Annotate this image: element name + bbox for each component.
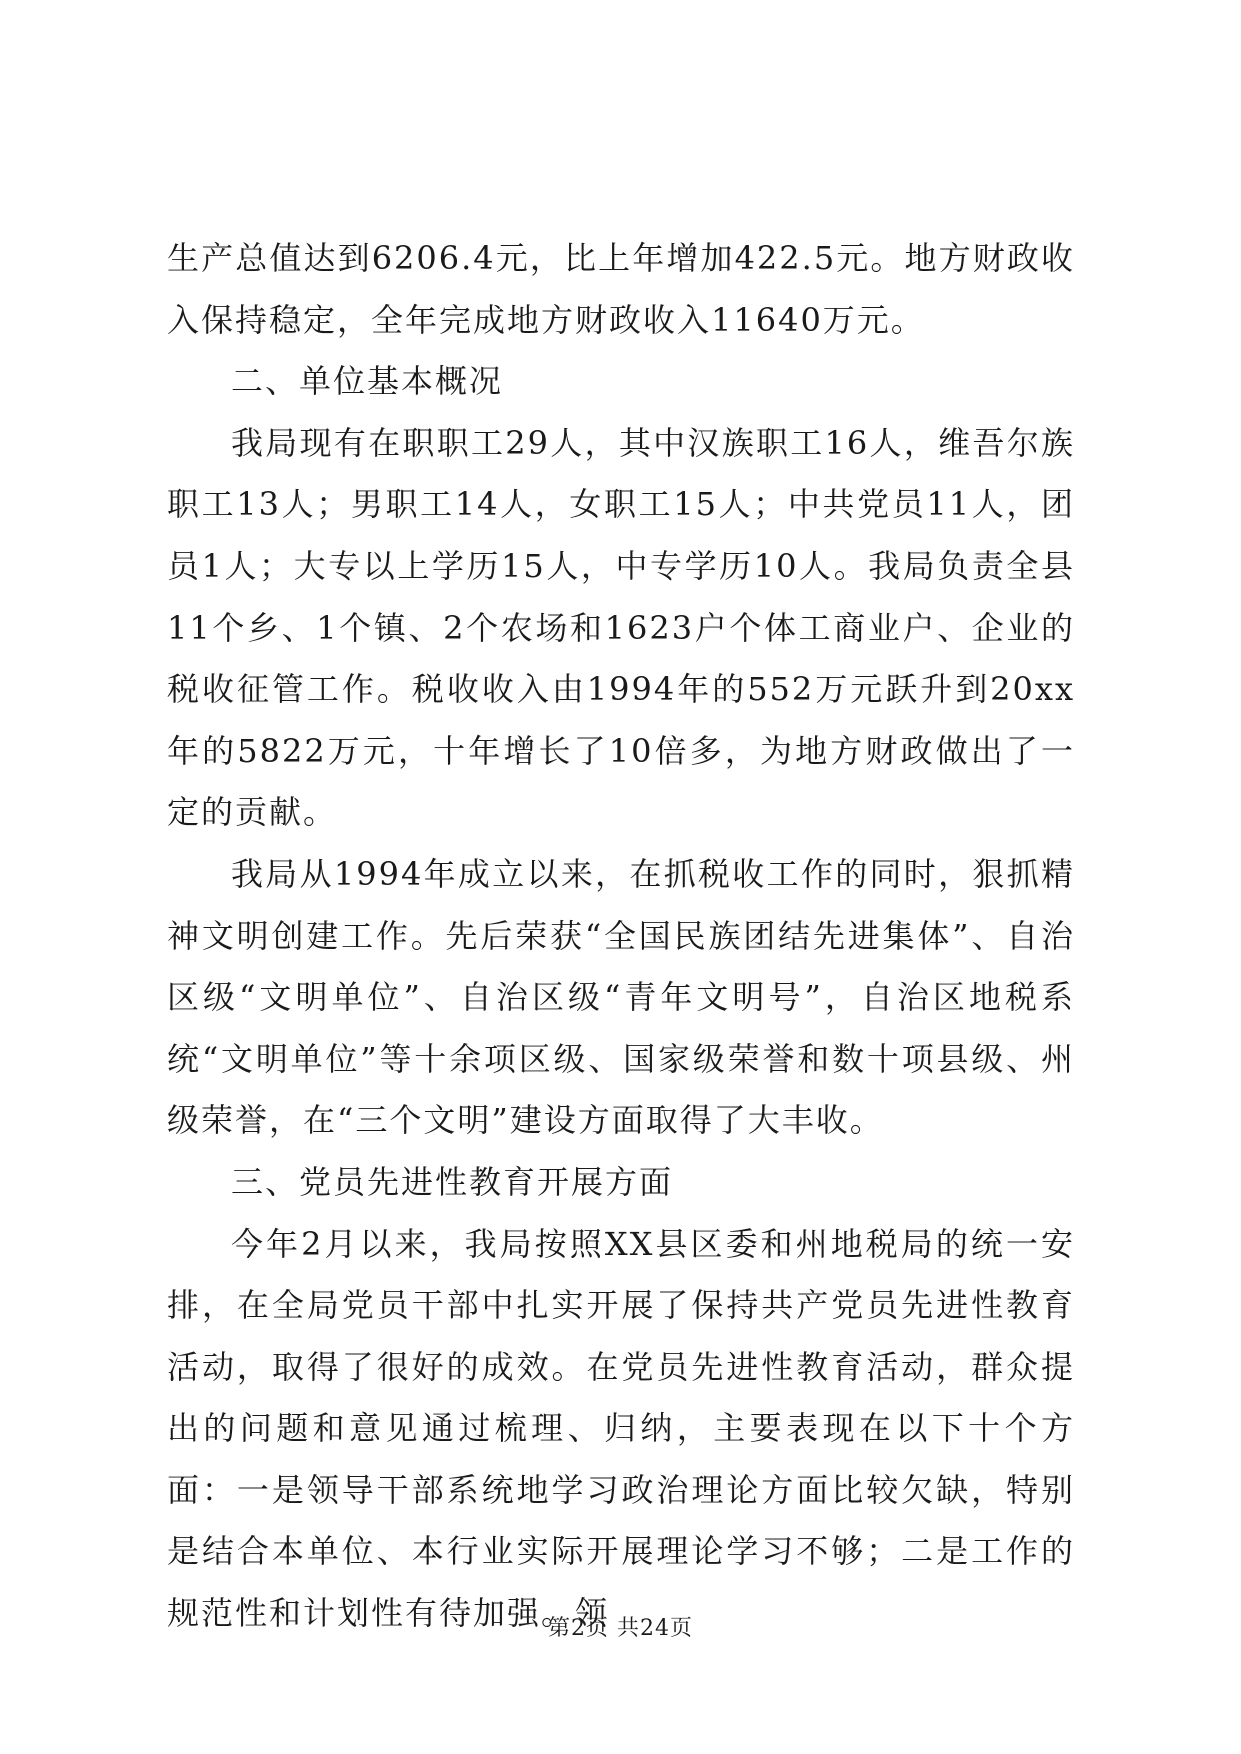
section-heading-3: 三、党员先进性教育开展方面 xyxy=(231,1162,674,1201)
paragraph-unit-overview: 我局现有在职职工29人，其中汉族职工16人，维吾尔族职工13人；男职工14人，女职工15人；中共党员11人，团员1人；大专以上学历15人，中专学历10人。我局负责全县11个乡、1个镇、2个农场和1623户个体工商业户、企业的税收征管工作。税收收入由1994年的552万元跃升到20xx年的5822万元，十年增长了10倍多，为地方财政做出了一定的贡献。 xyxy=(167,423,1075,832)
page-number-footer: 第2页 共24页 xyxy=(548,1616,693,1641)
paragraph-education: 今年2月以来，我局按照XX县区委和州地税局的统一安排，在全局党员干部中扎实开展了保持共产党员先进性教育活动，取得了很好的成效。在党员先进性教育活动，群众提出的问题和意见通过梳理、归纳，主要表现在以下十个方面：一是领导干部系统地学习政治理论方面比较欠缺，特别是结合本单位、本行业实际开展理论学习不够；二是工作的规范性和计划性有待加强。领 xyxy=(167,1224,1075,1633)
section-heading-2: 二、单位基本概况 xyxy=(231,362,504,401)
document-body xyxy=(167,228,1075,1645)
paragraph-honors: 我局从1994年成立以来，在抓税收工作的同时，狠抓精神文明创建工作。先后荣获“全国民族团结先进集体”、自治区级“文明单位”、自治区级“青年文明号”，自治区地税系统“文明单位”等十余项区级、国家级荣誉和数十项县级、州级荣誉，在“三个文明”建设方面取得了大丰收。 xyxy=(167,854,1075,1140)
paragraph-continuation: 生产总值达到6206.4元，比上年增加422.5元。地方财政收入保持稳定，全年完成地方财政收入11640万元。 xyxy=(167,239,1075,339)
